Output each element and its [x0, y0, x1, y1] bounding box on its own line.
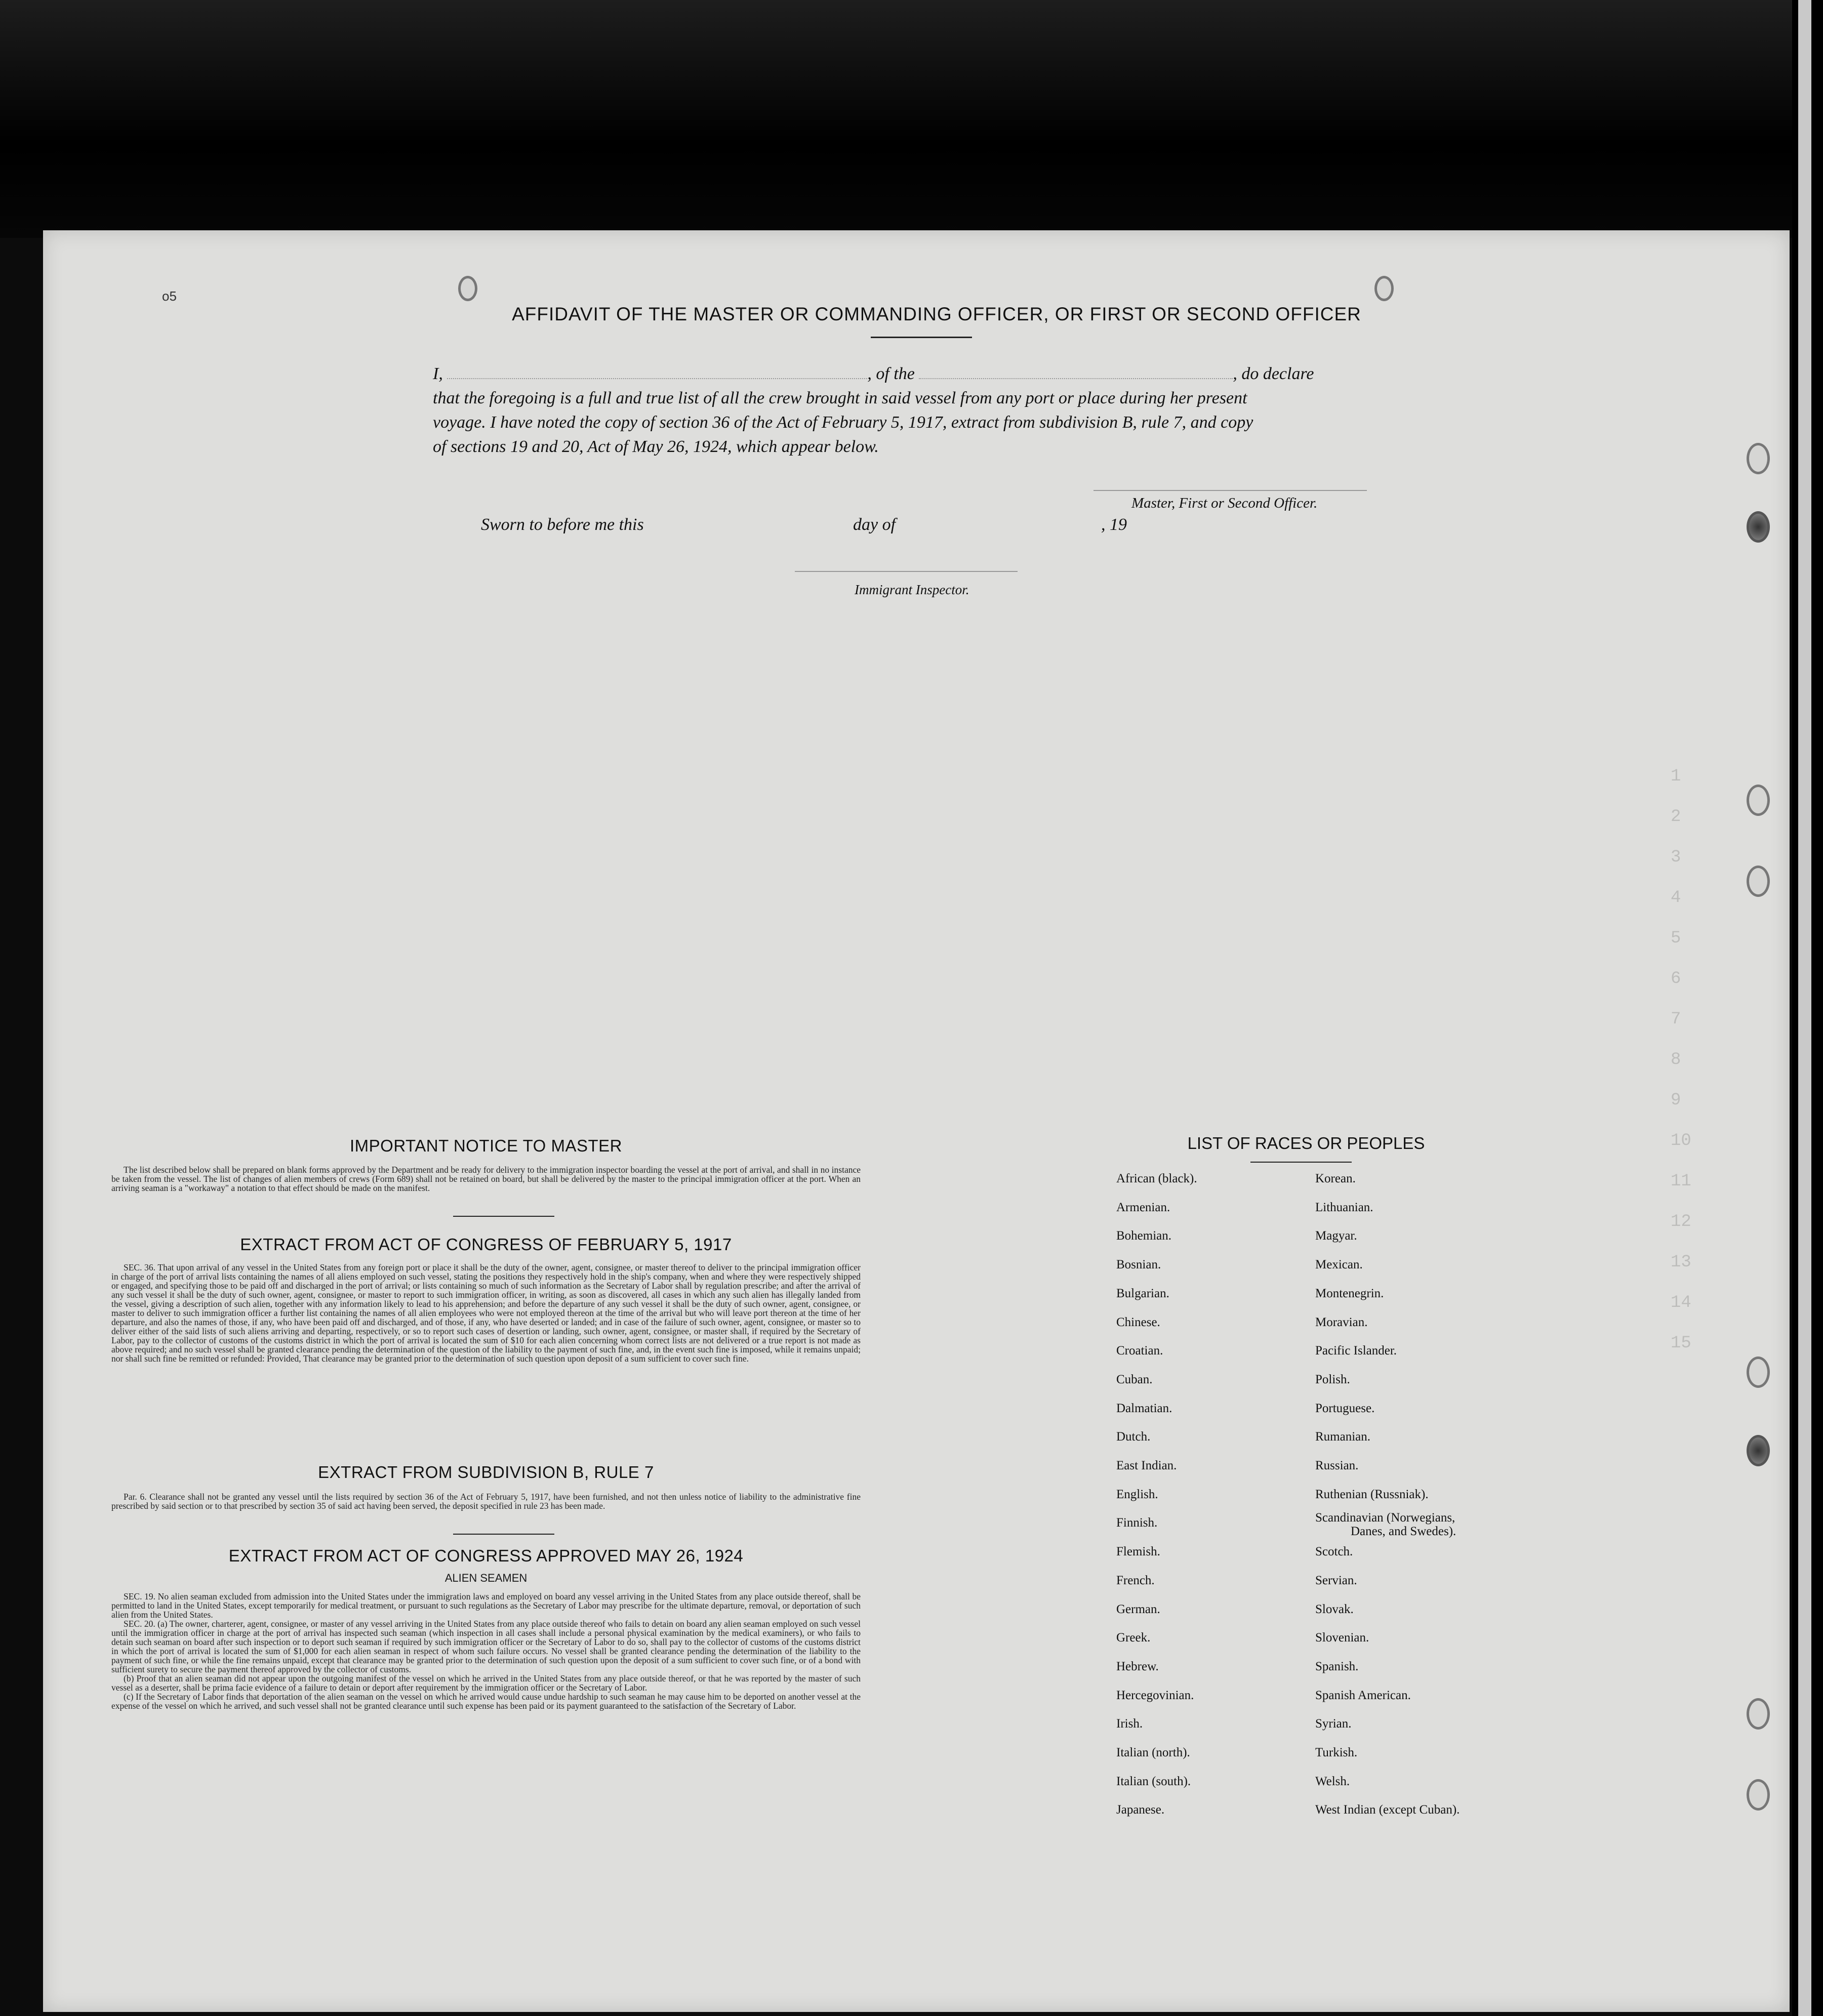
section-20c: (c) If the Secretary of Labor finds that deportation of the alien seaman on the vessel on which he arrived would cause undue hardship to such seaman he may cause him to be deported on another vessel at the expense of the vessel on which he arrived, and such vessel shall not be granted clearance until such expense has been paid or its payment guaranteed to the satisfaction of the Secretary of Labor.: [111, 1692, 861, 1711]
binding-hole: [1747, 511, 1770, 543]
section-20b: (b) Proof that an alien seaman did not appear upon the outgoing manifest of the vessel on which he arrived in the United States from any place outside thereof, or that he was reported by the master of such vessel as a deserter, shall be prima facie evidence of a failure to detain or deport after requirement by the immigration officer or the Secretary of Labor.: [111, 1673, 861, 1693]
race-item: Turkish.: [1315, 1746, 1358, 1759]
race-item: Italian (south).: [1116, 1774, 1191, 1788]
scan-side-margin: [1792, 0, 1823, 2016]
race-item: Syrian.: [1315, 1717, 1352, 1731]
binding-hole: [1747, 1698, 1770, 1730]
race-item: Welsh.: [1315, 1774, 1350, 1788]
binding-hole: [1747, 1435, 1770, 1466]
notice-title: IMPORTANT NOTICE TO MASTER: [349, 1136, 622, 1155]
master-signature-label: Master, First or Second Officer.: [1131, 495, 1318, 511]
section-20a: SEC. 20. (a) The owner, charterer, agent, consignee, or master of any vessel arriving in the United States from any place outside thereof who fails to detain on board any alien seaman employed on such vessel until the immigration officer in charge at the port of arrival has inspected such seaman (which inspection in all cases shall include a personal physical examination by the medical examiners), or who fails to detain such seaman on board after such inspection or to deport such seaman if required by such immigration officer or the Secretary of Labor to do so, shall pay to the collector of customs of the customs district in which the port of arrival is located the sum of $1,000 for each alien seaman in respect of whom such failure occurs. No vessel shall be granted clearance pending the determination of the liability to the payment of such fine, or while the fine remains unpaid, except that clearance may be granted prior to the determination of such question upon the deposit of a sum sufficient to cover such fine, or of a bond with sufficient surety to secure the payment thereof approved by the collector of customs.: [111, 1619, 861, 1674]
race-item: Ruthenian (Russniak).: [1315, 1487, 1429, 1501]
race-item: Greek.: [1116, 1631, 1151, 1645]
corner-notation: o5: [162, 289, 177, 304]
day-of-label: day of: [853, 515, 896, 534]
race-item: Dutch.: [1116, 1430, 1151, 1444]
races-title: LIST OF RACES OR PEOPLES: [1187, 1134, 1425, 1153]
race-item: English.: [1116, 1487, 1158, 1501]
year-label: , 19: [1101, 515, 1127, 534]
race-item: Finnish.: [1116, 1516, 1158, 1530]
race-item: Russian.: [1315, 1459, 1359, 1472]
rule-7-title: EXTRACT FROM SUBDIVISION B, RULE 7: [318, 1463, 654, 1482]
race-item: Bulgarian.: [1116, 1286, 1169, 1300]
race-item: Dalmatian.: [1116, 1401, 1172, 1415]
affidavit-line-2: that the foregoing is a full and true list of all the crew brought in said vessel from any port or place during her present: [433, 389, 1247, 407]
notice-text: The list described below shall be prepared on blank forms approved by the Department and be ready for delivery to the immigration inspector boarding the vessel at the port of arrival, and shall in no instance be taken from the vessel. The list of changes of alien members of crews (Form 689) shall not be retained on board, but shall be delivered by the master to the principal immigration officer at the port. When an arriving seaman is a "workaway" a notation to that effect should be made on the manifest.: [111, 1165, 861, 1193]
race-item: Armenian.: [1116, 1200, 1170, 1214]
scan-top-margin: [0, 0, 1823, 238]
section-19: SEC. 19. No alien seaman excluded from admission into the United States under the immigration laws and employed on board any vessel arriving in the United States from any place outside thereof, shall be permitted to land in the United States, except temporarily for medical treatment, or pursuant to such regulations as the Secretary of Labor may prescribe for the ultimate departure, removal, or deportation of such alien from the United States.: [111, 1591, 861, 1620]
affidavit-line-3: voyage. I have noted the copy of section 36 of the Act of February 5, 1917, extract from subdivision B, rule 7, and copy: [433, 413, 1253, 432]
divider: [871, 337, 972, 338]
punch-mark: [458, 276, 477, 301]
rule-7-text: Par. 6. Clearance shall not be granted any vessel until the lists required by section 36 of the Act of February 5, 1917, have been furnished, and not then unless notice of liability to the administrative fine prescribed by said section or to that prescribed by section 35 of said act having been served, the deposit specified in rule 23 has been made.: [111, 1492, 861, 1511]
extract-1917-title: EXTRACT FROM ACT OF CONGRESS OF FEBRUARY 5, 1917: [240, 1235, 732, 1254]
race-item: Irish.: [1116, 1717, 1143, 1731]
race-item: French.: [1116, 1573, 1155, 1587]
race-item: Bohemian.: [1116, 1229, 1172, 1243]
race-item: Montenegrin.: [1315, 1286, 1384, 1300]
affidavit-line-4: of sections 19 and 20, Act of May 26, 1924, which appear below.: [433, 437, 879, 456]
race-item: Japanese.: [1116, 1803, 1165, 1817]
binding-hole: [1747, 1779, 1770, 1811]
race-item: Hercegovinian.: [1116, 1688, 1194, 1702]
extract-1917-text: SEC. 36. That upon arrival of any vessel in the United States from any foreign port or place it shall be the duty of the owner, agent, consignee, or master thereof to deliver to the principal immigration officer in charge of the port of arrival lists containing the names of all aliens employed on such vessel, stating the positions they respectively hold in the ship's company, when and where they were respectively shipped or engaged, and specifying those to be paid off and discharged in the port of arrival; or lists containing so much of such information as the Secretary of Labor shall by regulation prescribe; and after the arrival of any such vessel it shall be the duty of such owner, agent, consignee, or master to report to such immigration officer, in writing, as soon as discovered, all cases in which any such alien has illegally landed from the vessel, giving a description of such alien, together with any information likely to lead to his apprehension; and before the departure of any such vessel it shall be the duty of such owner, agent, consignee, or master to deliver to such immigration officer a further list containing the names of all alien employees who were not employed thereon at the time of the arrival but who will leave port thereon at the time of her departure, and also the names of those, if any, who have been paid off and discharged, and of those, if any, who have deserted or landed; and in case of the failure of such owner, agent, consignee, or master so to deliver either of the said lists of such aliens arriving and departing, respectively, or so to report such cases of desertion or landing, such owner, agent, consignee, or master shall, if required by the Secretary of Labor, pay to the collector of customs of the customs district in which the port of arrival is located the sum of $10 for each alien concerning whom correct lists are not delivered or a true report is not made as above required; and no such vessel shall be granted clearance pending the determination of the question of the liability to the payment of such fine, and, in the event such fine is imposed, while it remains unpaid; nor shall such fine be remitted or refunded: Provided, That clearance may be granted prior to the determination of such question upon deposit of a sum sufficient to cover such fine.: [111, 1262, 861, 1364]
manifest-page: 1 2 3 4 5 6 7 8 9 10 11 12 13 14 15: [43, 230, 1790, 2012]
affidavit-declaration: [433, 362, 1410, 459]
binding-hole: [1747, 866, 1770, 897]
race-item: Slovenian.: [1315, 1631, 1369, 1645]
punch-mark: [1374, 276, 1394, 301]
vessel-blank: [919, 378, 1233, 379]
race-item: Chinese.: [1116, 1315, 1160, 1329]
race-item: Hebrew.: [1116, 1659, 1159, 1673]
race-item: Spanish.: [1315, 1659, 1359, 1673]
race-item: Pacific Islander.: [1315, 1344, 1397, 1358]
alien-seamen-subtitle: ALIEN SEAMEN: [444, 1572, 528, 1584]
race-item: Italian (north).: [1116, 1746, 1190, 1759]
extract-1924-title: EXTRACT FROM ACT OF CONGRESS APPROVED MAY 26, 1924: [228, 1546, 744, 1565]
divider: [453, 1216, 554, 1217]
race-item: East Indian.: [1116, 1459, 1177, 1472]
race-item-continuation: Danes, and Swedes).: [1351, 1525, 1456, 1539]
sworn-label: Sworn to before me this: [481, 515, 644, 534]
race-item: West Indian (except Cuban).: [1315, 1803, 1460, 1817]
race-item: Magyar.: [1315, 1229, 1357, 1243]
binding-hole: [1747, 785, 1770, 816]
race-item: [1315, 1511, 1528, 1538]
race-item: Korean.: [1315, 1172, 1356, 1185]
race-item: Bosnian.: [1116, 1258, 1161, 1272]
race-item: Croatian.: [1116, 1344, 1163, 1358]
race-item: Polish.: [1315, 1372, 1350, 1386]
divider: [1250, 1162, 1352, 1163]
race-item: Lithuanian.: [1315, 1200, 1373, 1214]
binding-hole: [1747, 1356, 1770, 1388]
race-item: Scotch.: [1315, 1545, 1353, 1559]
race-item: Flemish.: [1116, 1545, 1160, 1559]
affidavit-title: AFFIDAVIT OF THE MASTER OR COMMANDING OFFICER, OR FIRST OR SECOND OFFICER: [512, 304, 1361, 324]
race-item-line: Scandinavian (Norwegians,: [1315, 1511, 1455, 1525]
race-item: Moravian.: [1315, 1315, 1368, 1329]
race-item: Rumanian.: [1315, 1430, 1371, 1444]
affidavit-do-declare: , do declare: [1233, 364, 1314, 383]
binding-hole: [1747, 443, 1770, 474]
name-blank: [447, 378, 867, 379]
inspector-label: Immigrant Inspector.: [855, 582, 969, 597]
race-item: Slovak.: [1315, 1602, 1354, 1616]
affidavit-i-label: I,: [433, 364, 443, 383]
race-item: Servian.: [1315, 1573, 1357, 1587]
extract-1924-text: [111, 1592, 861, 1710]
inspector-signature-line: [795, 571, 1018, 572]
race-item: Spanish American.: [1315, 1688, 1411, 1702]
race-item: Portuguese.: [1315, 1401, 1375, 1415]
race-item: Cuban.: [1116, 1372, 1153, 1386]
race-item: African (black).: [1116, 1172, 1197, 1185]
race-item: German.: [1116, 1602, 1160, 1616]
divider: [453, 1534, 554, 1535]
race-item: Mexican.: [1315, 1258, 1363, 1272]
affidavit-of-the: , of the: [867, 364, 915, 383]
signature-line: [1093, 490, 1367, 491]
